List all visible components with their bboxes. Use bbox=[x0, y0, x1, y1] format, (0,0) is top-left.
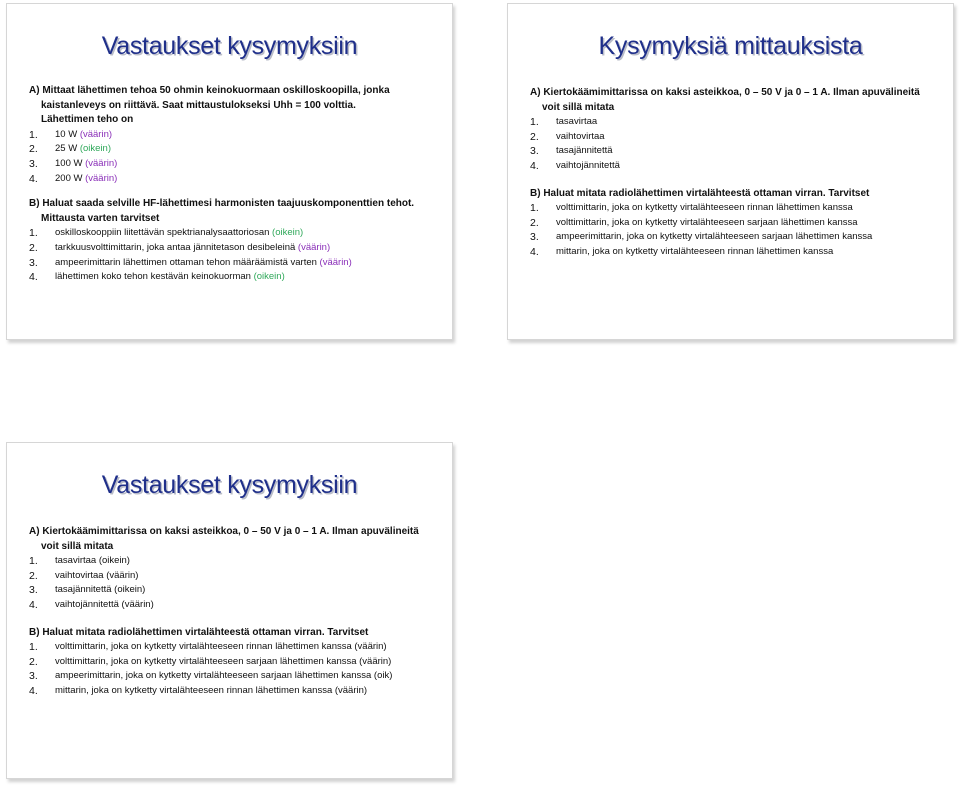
answer-status: (väärin) bbox=[297, 241, 331, 253]
slide-body bbox=[29, 525, 442, 699]
item-number: 2. bbox=[530, 130, 539, 143]
question-lead: A) Mittaat lähettimen tehoa 50 ohmin keinokuormaan oskilloskoopilla, jonka bbox=[29, 85, 390, 96]
item-text: mittarin, joka on kytketty virtalähteeseen rinnan lähettimen kanssa bbox=[556, 245, 834, 257]
question-lead: A) Kiertokäämimittarissa on kaksi asteikkoa, 0 – 50 V ja 0 – 1 A. Ilman apuvälineitä bbox=[530, 87, 920, 98]
item-number: 2. bbox=[530, 216, 539, 229]
question-lead: B) Haluat saada selville HF-lähettimesi harmonisten taajuuskomponenttien tehot. bbox=[29, 198, 415, 210]
item-number: 3. bbox=[530, 231, 539, 244]
slide-title: Vastaukset kysymyksiin bbox=[101, 471, 358, 499]
question-lead: B) Haluat mitata radiolähettimen virtalähteestä ottaman virran. Tarvitset bbox=[29, 626, 369, 638]
list-item bbox=[530, 159, 943, 174]
list-item bbox=[29, 640, 442, 655]
answer-status: (oikein) bbox=[79, 143, 111, 155]
answer-list bbox=[29, 128, 442, 186]
item-number: 4. bbox=[530, 159, 539, 172]
list-item bbox=[29, 157, 442, 172]
list-item bbox=[29, 226, 442, 241]
list-item bbox=[530, 144, 943, 159]
list-item bbox=[29, 569, 442, 584]
list-item bbox=[29, 128, 442, 143]
question-a bbox=[530, 86, 943, 115]
item-number: 2. bbox=[29, 143, 38, 156]
answer-status: (väärin) bbox=[319, 256, 352, 268]
item-number: 4. bbox=[530, 245, 539, 258]
question-continuation: voit sillä mitata bbox=[41, 540, 114, 552]
question-a bbox=[29, 84, 442, 128]
question-b bbox=[29, 197, 442, 226]
list-item bbox=[29, 270, 442, 285]
item-number: 1. bbox=[29, 227, 38, 240]
item-number: 3. bbox=[530, 145, 539, 158]
list-item bbox=[29, 669, 442, 684]
item-text: vaihtojännitettä (väärin) bbox=[55, 598, 154, 610]
item-text: tasavirtaa bbox=[556, 116, 598, 128]
item-text: mittarin, joka on kytketty virtalähteeseen rinnan lähettimen kanssa (väärin) bbox=[55, 684, 368, 696]
answer-list bbox=[29, 554, 442, 612]
item-number: 2. bbox=[29, 241, 38, 254]
list-item bbox=[29, 583, 442, 598]
item-number: 3. bbox=[29, 256, 38, 269]
item-text: tasavirtaa (oikein) bbox=[55, 555, 130, 567]
item-text: vaihtojännitettä bbox=[556, 159, 620, 171]
question-a bbox=[29, 525, 442, 554]
item-number: 2. bbox=[29, 569, 38, 582]
question-continuation: Lähettimen teho on bbox=[41, 114, 134, 126]
item-text: ampeerimittarin lähettimen ottaman tehon määräämistä varten bbox=[55, 256, 317, 268]
slide-body bbox=[530, 86, 943, 260]
item-number: 3. bbox=[29, 584, 38, 597]
answer-list bbox=[530, 201, 943, 259]
question-continuation: voit sillä mitata bbox=[542, 101, 615, 113]
item-text: 10 W bbox=[55, 128, 78, 140]
slide-title: Kysymyksiä mittauksista bbox=[598, 32, 863, 60]
question-lead: B) Haluat mitata radiolähettimen virtalähteestä ottaman virran. Tarvitset bbox=[530, 187, 870, 199]
item-text: oskilloskooppiin liitettävän spektrianalysaattoriosan bbox=[55, 227, 270, 239]
list-item bbox=[29, 241, 442, 256]
list-item bbox=[530, 201, 943, 216]
item-number: 4. bbox=[29, 684, 38, 697]
slide-2 bbox=[507, 3, 954, 340]
question-b bbox=[530, 187, 943, 202]
list-item bbox=[29, 598, 442, 613]
item-text: 25 W bbox=[55, 143, 78, 155]
slide-body bbox=[29, 84, 442, 285]
item-number: 4. bbox=[29, 271, 38, 284]
list-item bbox=[29, 142, 442, 157]
item-text: tasajännitettä bbox=[556, 145, 613, 157]
list-item bbox=[530, 130, 943, 145]
item-number: 1. bbox=[29, 555, 38, 568]
list-item bbox=[29, 554, 442, 569]
slide-title: Vastaukset kysymyksiin bbox=[101, 32, 358, 60]
item-number: 3. bbox=[29, 157, 38, 170]
answer-list bbox=[29, 226, 442, 284]
item-text: volttimittarin, joka on kytketty virtalähteeseen sarjaan lähettimen kanssa (väärin) bbox=[55, 655, 392, 667]
item-text: tasajännitettä (oikein) bbox=[55, 584, 146, 596]
question-b bbox=[29, 626, 442, 641]
item-number: 1. bbox=[530, 202, 539, 215]
answer-status: (oikein) bbox=[272, 227, 304, 239]
list-item bbox=[530, 115, 943, 130]
item-text: 100 W bbox=[55, 157, 83, 169]
answer-status: (oikein) bbox=[253, 271, 285, 283]
item-text: lähettimen koko tehon kestävän keinokuorman bbox=[55, 271, 251, 283]
item-text: 200 W bbox=[55, 172, 83, 184]
list-item bbox=[530, 230, 943, 245]
item-number: 3. bbox=[29, 670, 38, 683]
item-text: volttimittarin, joka on kytketty virtalähteeseen sarjaan lähettimen kanssa bbox=[556, 216, 858, 228]
question-lead: A) Kiertokäämimittarissa on kaksi asteikkoa, 0 – 50 V ja 0 – 1 A. Ilman apuvälineitä bbox=[29, 526, 419, 537]
answer-status: (väärin) bbox=[85, 157, 118, 169]
answer-status: (väärin) bbox=[85, 172, 118, 184]
answer-list bbox=[29, 640, 442, 698]
item-number: 1. bbox=[530, 116, 539, 129]
list-item bbox=[29, 684, 442, 699]
item-number: 2. bbox=[29, 655, 38, 668]
slide-3 bbox=[6, 442, 453, 779]
list-item bbox=[530, 245, 943, 260]
item-number: 4. bbox=[29, 172, 38, 185]
item-text: ampeerimittarin, joka on kytketty virtalähteeseen sarjaan lähettimen kanssa bbox=[556, 231, 873, 243]
item-number: 4. bbox=[29, 598, 38, 611]
list-item bbox=[29, 256, 442, 271]
item-text: volttimittarin, joka on kytketty virtalähteeseen rinnan lähettimen kanssa bbox=[556, 202, 853, 214]
item-number: 1. bbox=[29, 128, 38, 141]
item-text: volttimittarin, joka on kytketty virtalähteeseen rinnan lähettimen kanssa (väärin) bbox=[55, 641, 387, 653]
item-text: vaihtovirtaa bbox=[556, 130, 605, 142]
list-item bbox=[29, 655, 442, 670]
list-item bbox=[530, 216, 943, 231]
slide-1 bbox=[6, 3, 453, 340]
list-item bbox=[29, 172, 442, 187]
answer-status: (väärin) bbox=[79, 128, 113, 140]
answer-list bbox=[530, 115, 943, 173]
question-continuation: kaistanleveys on riittävä. Saat mittaustulokseksi Uhh = 100 volttia. bbox=[41, 99, 356, 111]
item-text: ampeerimittarin, joka on kytketty virtalähteeseen sarjaan lähettimen kanssa (oik) bbox=[55, 670, 393, 682]
item-text: vaihtovirtaa (väärin) bbox=[55, 569, 139, 581]
item-number: 1. bbox=[29, 641, 38, 654]
item-text: tarkkuusvolttimittarin, joka antaa jännitetason desibeleinä bbox=[55, 241, 296, 253]
question-continuation: Mittausta varten tarvitset bbox=[41, 212, 160, 224]
